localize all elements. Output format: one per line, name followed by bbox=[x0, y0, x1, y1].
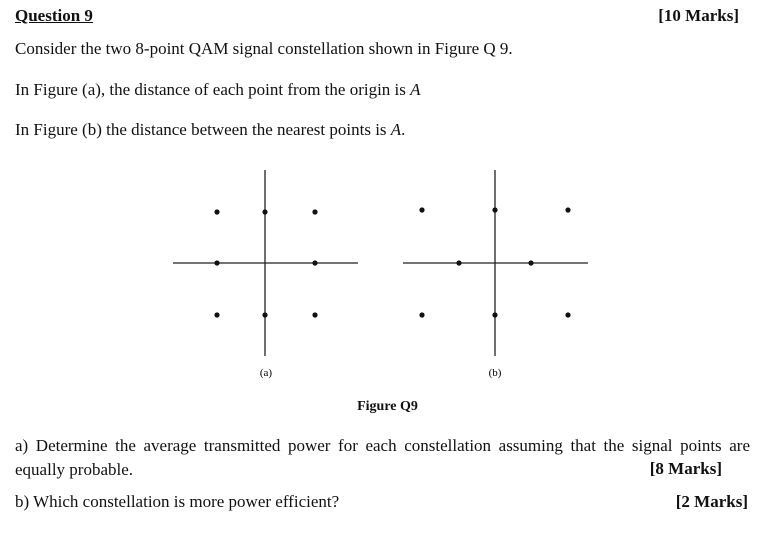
part-a-text: a) Determine the average transmitted power for each constellation assuming that the signal points are equally probable. bbox=[15, 436, 750, 479]
question-title: Question 9 bbox=[15, 6, 93, 25]
constellation-b-point bbox=[528, 260, 533, 265]
constellation-b bbox=[403, 170, 588, 379]
intro-line-3 bbox=[15, 120, 405, 140]
subfigure-b-label: (b) bbox=[488, 367, 502, 379]
constellation-a-point bbox=[214, 209, 219, 214]
constellation-b-point bbox=[456, 260, 461, 265]
constellation-a-point bbox=[214, 260, 219, 265]
intro-line-3-period: . bbox=[401, 120, 406, 139]
intro-line-2-text: In Figure (a), the distance of each point from the origin is bbox=[15, 80, 411, 99]
constellation-a-point bbox=[214, 312, 219, 317]
intro-line-3-text: In Figure (b) the distance between the nearest points is bbox=[15, 120, 391, 139]
constellation-a bbox=[173, 170, 358, 379]
distance-variable-b: A bbox=[390, 120, 402, 139]
figure-caption: Figure Q9 bbox=[357, 399, 418, 414]
part-b-marks: [2 Marks] bbox=[675, 492, 748, 511]
intro-line-2 bbox=[15, 80, 421, 100]
part-b-text: b) Which constellation is more power efficient? bbox=[15, 492, 340, 511]
constellation-b-point bbox=[565, 207, 570, 212]
constellation-a-point bbox=[312, 209, 317, 214]
constellation-a-point bbox=[262, 312, 267, 317]
constellation-b-point bbox=[492, 207, 497, 212]
part-a-marks: [8 Marks] bbox=[649, 459, 722, 478]
constellation-a-point bbox=[312, 260, 317, 265]
subfigure-a-label: (a) bbox=[259, 367, 273, 379]
constellation-b-point bbox=[565, 312, 570, 317]
constellation-b-point bbox=[419, 312, 424, 317]
distance-variable-a: A bbox=[410, 80, 421, 99]
figure-q9 bbox=[0, 160, 775, 395]
constellation-a-point bbox=[262, 209, 267, 214]
constellation-b-point bbox=[419, 207, 424, 212]
intro-line-1: Consider the two 8-point QAM signal constellation shown in Figure Q 9. bbox=[15, 39, 513, 58]
total-marks: [10 Marks] bbox=[658, 6, 739, 25]
constellation-a-point bbox=[312, 312, 317, 317]
constellation-b-point bbox=[492, 312, 497, 317]
